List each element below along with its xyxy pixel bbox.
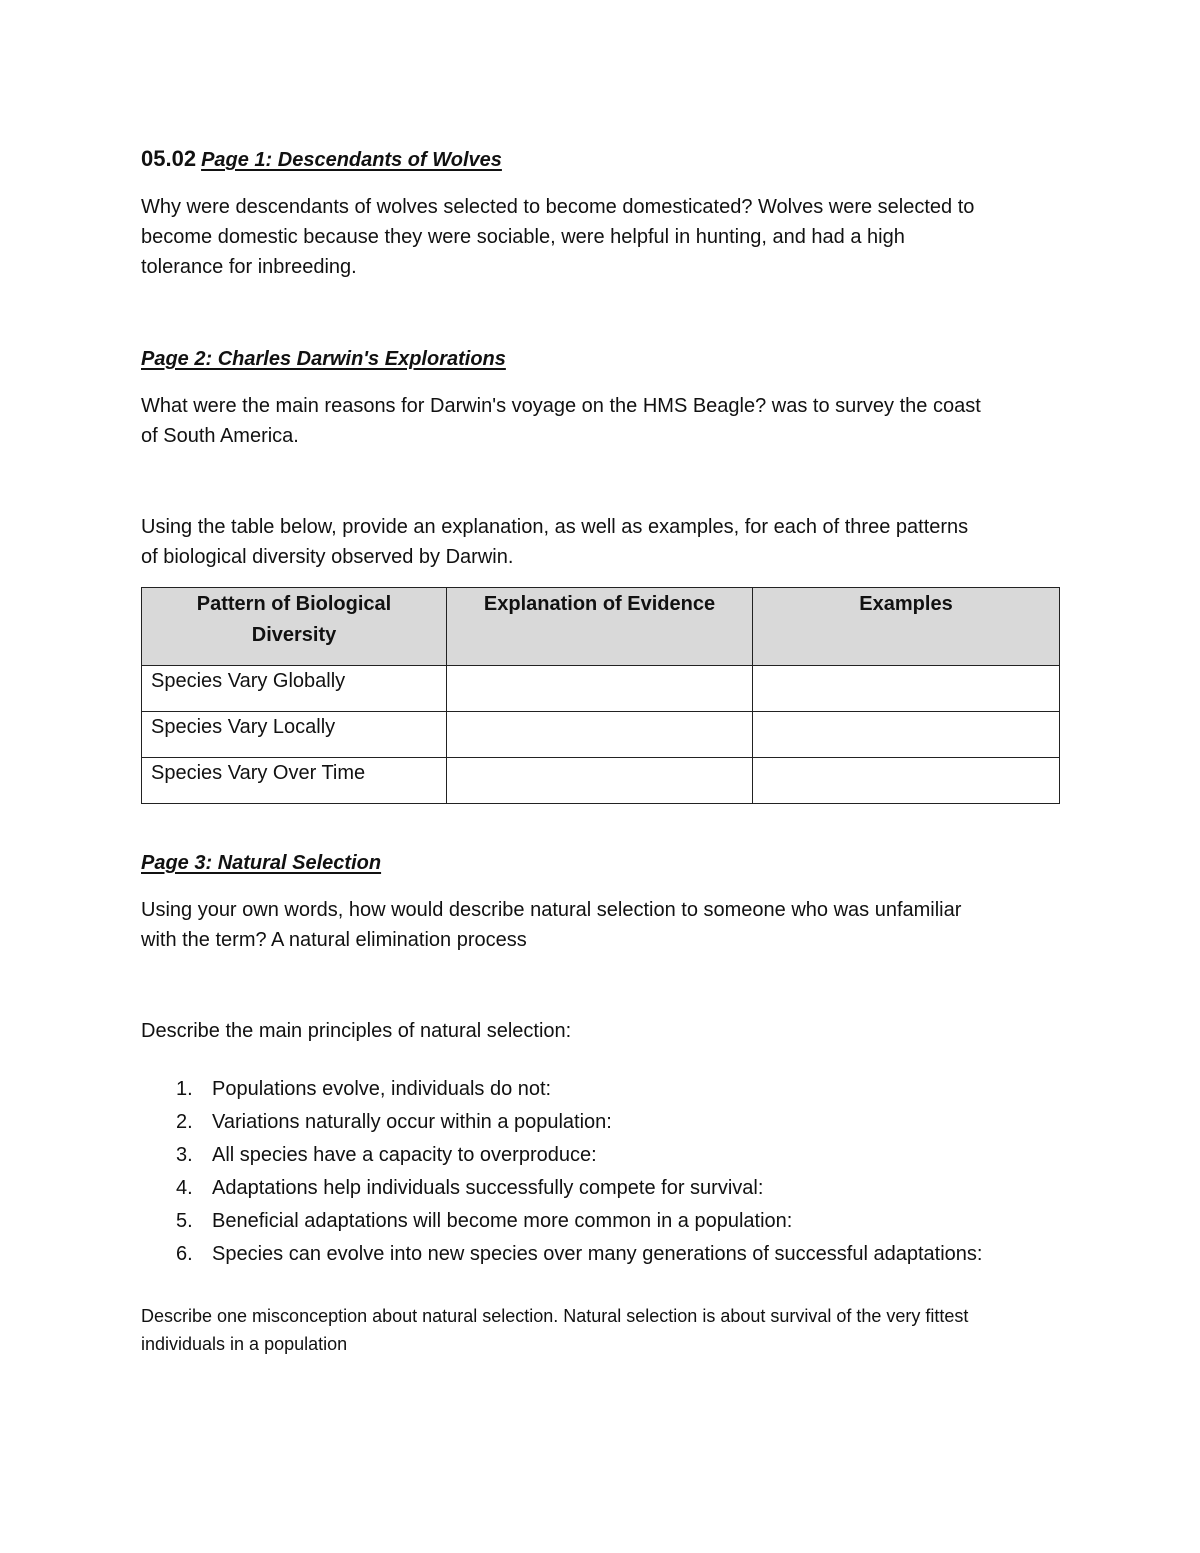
section-title: Page 2: Charles Darwin's Explorations	[141, 348, 506, 370]
cell-examples[interactable]	[753, 712, 1060, 758]
table-header-row	[142, 588, 1060, 666]
list-marker: 1.	[176, 1078, 193, 1100]
table-row	[142, 758, 1060, 804]
list-item-text: Adaptations help individuals successfully compete for survival:	[212, 1177, 764, 1199]
text-line: become domestic because they were sociable, were helpful in hunting, and had a high	[141, 226, 905, 248]
list-item	[141, 1172, 1059, 1205]
cell-explanation[interactable]	[447, 758, 753, 804]
header-explanation: Explanation of Evidence	[447, 588, 753, 666]
principles-list	[141, 1073, 1059, 1271]
list-marker: 4.	[176, 1177, 193, 1199]
list-item-text: Beneficial adaptations will become more common in a population:	[212, 1210, 793, 1232]
text-line: individuals in a population	[141, 1334, 348, 1354]
text-line: Using your own words, how would describe natural selection to someone who was unfamiliar	[141, 899, 962, 921]
text-line: What were the main reasons for Darwin's voyage on the HMS Beagle? was to survey the coast	[141, 395, 981, 417]
list-item-text: All species have a capacity to overproduce:	[212, 1144, 597, 1166]
biological-diversity-table	[141, 587, 1060, 804]
cell-pattern: Species Vary Over Time	[142, 758, 447, 804]
list-item-text: Species can evolve into new species over many generations of successful adaptations:	[212, 1243, 983, 1265]
text-line: with the term? A natural elimination process	[141, 929, 527, 951]
cell-explanation[interactable]	[447, 666, 753, 712]
table-row	[142, 712, 1060, 758]
section-heading-page-3	[141, 848, 381, 878]
text-line: Why were descendants of wolves selected to become domesticated? Wolves were selected to	[141, 196, 975, 218]
section-title: Page 1: Descendants of Wolves	[201, 149, 502, 171]
list-item	[141, 1139, 1059, 1172]
cell-pattern: Species Vary Locally	[142, 712, 447, 758]
answer-paragraph-voyage	[141, 391, 1059, 451]
list-item	[141, 1073, 1059, 1106]
header-examples: Examples	[753, 588, 1060, 666]
list-item	[141, 1106, 1059, 1139]
text-line: of South America.	[141, 425, 299, 447]
header-pattern-line: Diversity	[251, 624, 337, 646]
header-pattern-line: Pattern of Biological	[196, 593, 392, 615]
list-marker: 6.	[176, 1243, 193, 1265]
header-pattern	[142, 588, 447, 666]
table-prompt	[141, 512, 1059, 572]
section-title: Page 3: Natural Selection	[141, 852, 382, 874]
list-item-text: Populations evolve, individuals do not:	[212, 1078, 552, 1100]
cell-explanation[interactable]	[447, 712, 753, 758]
section-number: 05.02	[141, 146, 197, 171]
text-line: Using the table below, provide an explanation, as well as examples, for each of three patterns	[141, 516, 969, 538]
cell-examples[interactable]	[753, 666, 1060, 712]
text-line: of biological diversity observed by Darwin.	[141, 546, 514, 568]
list-marker: 3.	[176, 1144, 193, 1166]
section-heading-page-1	[141, 144, 502, 175]
text-line: Describe one misconception about natural selection. Natural selection is about survival of the very fittest	[141, 1306, 969, 1326]
answer-paragraph-wolves	[141, 192, 1059, 282]
text-line: tolerance for inbreeding.	[141, 256, 357, 278]
principles-prompt: Describe the main principles of natural selection:	[141, 1020, 572, 1042]
misconception-paragraph	[141, 1302, 1071, 1358]
section-heading-page-2	[141, 344, 506, 374]
list-marker: 2.	[176, 1111, 193, 1133]
list-item	[141, 1205, 1059, 1238]
answer-paragraph-natural-selection	[141, 895, 1059, 955]
list-item	[141, 1238, 1059, 1271]
cell-pattern: Species Vary Globally	[142, 666, 447, 712]
list-marker: 5.	[176, 1210, 193, 1232]
list-item-text: Variations naturally occur within a population:	[212, 1111, 612, 1133]
table-row	[142, 666, 1060, 712]
cell-examples[interactable]	[753, 758, 1060, 804]
